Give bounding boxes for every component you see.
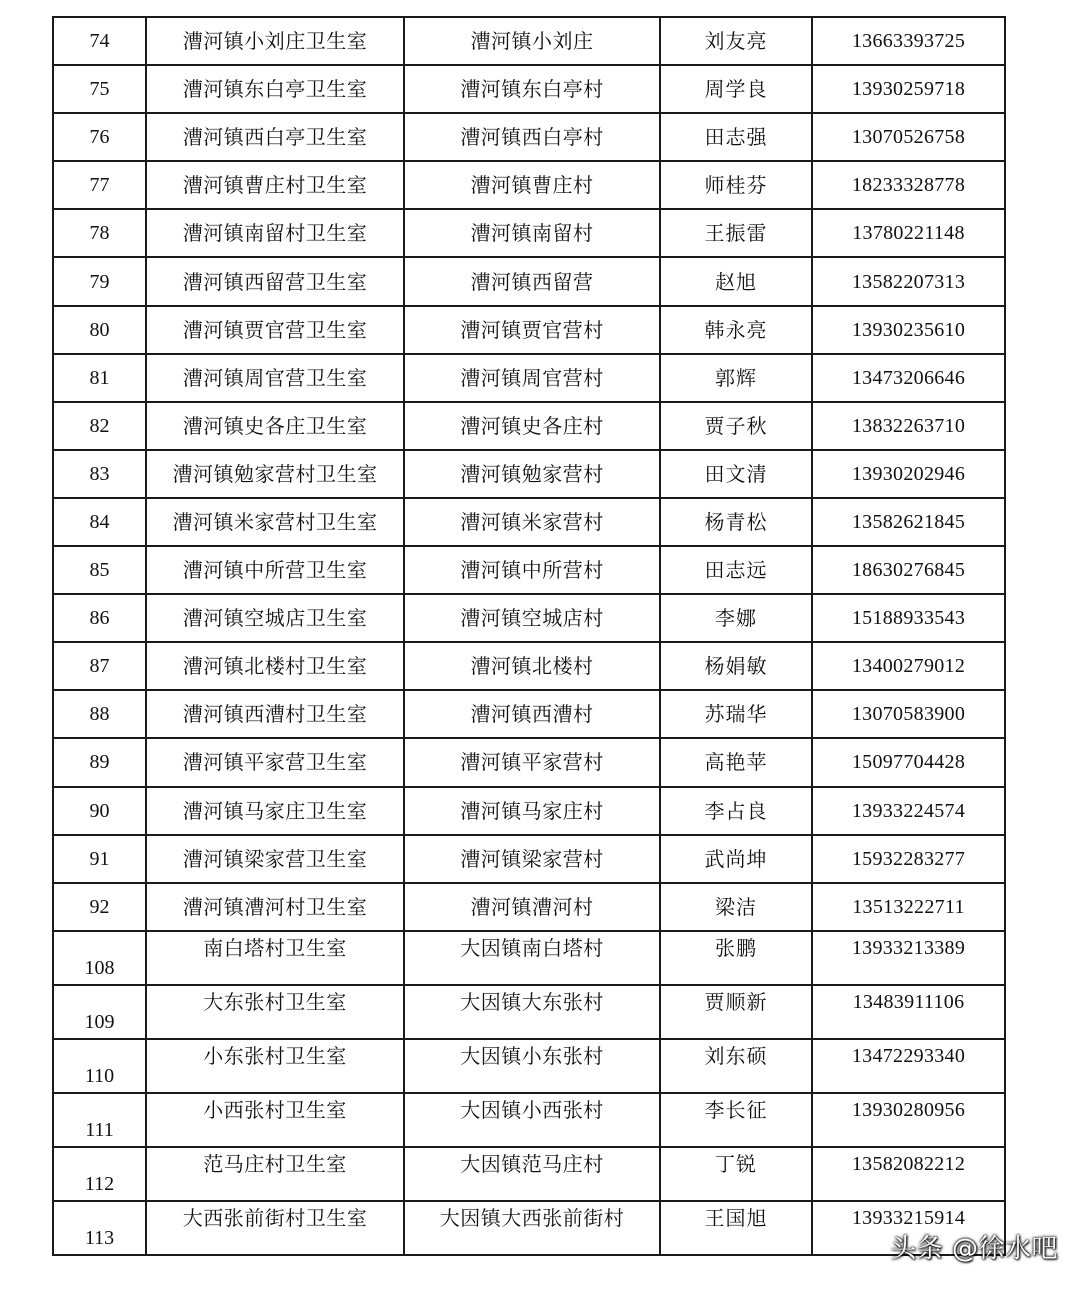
phone-number: 13930202946 (812, 450, 1005, 498)
table-body (53, 17, 1005, 1255)
doctor-name: 贾顺新 (660, 985, 812, 1039)
village-name: 大因镇小西张村 (404, 1093, 660, 1147)
village-name: 漕河镇北楼村 (404, 642, 660, 690)
table-row (53, 1147, 1005, 1201)
doctor-name: 韩永亮 (660, 306, 812, 354)
phone-number: 13473206646 (812, 354, 1005, 402)
row-number: 81 (53, 354, 146, 402)
row-number: 108 (53, 931, 146, 985)
doctor-name: 师桂芬 (660, 161, 812, 209)
village-name: 漕河镇周官营村 (404, 354, 660, 402)
phone-number: 13930235610 (812, 306, 1005, 354)
village-name: 漕河镇贾官营村 (404, 306, 660, 354)
village-name: 漕河镇西留营 (404, 257, 660, 305)
clinic-name: 漕河镇小刘庄卫生室 (146, 17, 404, 65)
table-row (53, 690, 1005, 738)
phone-number: 13582207313 (812, 257, 1005, 305)
row-number: 89 (53, 738, 146, 786)
village-name: 漕河镇梁家营村 (404, 835, 660, 883)
table-row (53, 931, 1005, 985)
row-number: 87 (53, 642, 146, 690)
doctor-name: 周学良 (660, 65, 812, 113)
doctor-name: 田志强 (660, 113, 812, 161)
doctor-name: 杨娟敏 (660, 642, 812, 690)
clinic-name: 小西张村卫生室 (146, 1093, 404, 1147)
clinic-name: 漕河镇米家营村卫生室 (146, 498, 404, 546)
doctor-name: 苏瑞华 (660, 690, 812, 738)
table-row (53, 642, 1005, 690)
table-row (53, 113, 1005, 161)
doctor-name: 武尚坤 (660, 835, 812, 883)
table-row (53, 306, 1005, 354)
doctor-name: 刘东硕 (660, 1039, 812, 1093)
table-row (53, 835, 1005, 883)
doctor-name: 李娜 (660, 594, 812, 642)
table-row (53, 65, 1005, 113)
phone-number: 13663393725 (812, 17, 1005, 65)
row-number: 79 (53, 257, 146, 305)
village-name: 漕河镇勉家营村 (404, 450, 660, 498)
clinic-name: 漕河镇周官营卫生室 (146, 354, 404, 402)
row-number: 91 (53, 835, 146, 883)
clinic-name: 漕河镇勉家营村卫生室 (146, 450, 404, 498)
clinic-name: 漕河镇西留营卫生室 (146, 257, 404, 305)
table-row (53, 402, 1005, 450)
clinic-name: 漕河镇史各庄卫生室 (146, 402, 404, 450)
phone-number: 13400279012 (812, 642, 1005, 690)
phone-number: 13472293340 (812, 1039, 1005, 1093)
village-name: 漕河镇小刘庄 (404, 17, 660, 65)
clinic-name: 漕河镇马家庄卫生室 (146, 787, 404, 835)
row-number: 80 (53, 306, 146, 354)
table-row (53, 498, 1005, 546)
clinic-name: 大东张村卫生室 (146, 985, 404, 1039)
village-name: 漕河镇中所营村 (404, 546, 660, 594)
row-number: 111 (53, 1093, 146, 1147)
village-name: 漕河镇南留村 (404, 209, 660, 257)
row-number: 74 (53, 17, 146, 65)
phone-number: 13780221148 (812, 209, 1005, 257)
clinic-name: 漕河镇西白亭卫生室 (146, 113, 404, 161)
clinic-name: 漕河镇曹庄村卫生室 (146, 161, 404, 209)
clinic-name: 漕河镇中所营卫生室 (146, 546, 404, 594)
village-name: 大因镇范马庄村 (404, 1147, 660, 1201)
clinic-name: 漕河镇贾官营卫生室 (146, 306, 404, 354)
table-row (53, 594, 1005, 642)
village-name: 大因镇大东张村 (404, 985, 660, 1039)
phone-number: 13933213389 (812, 931, 1005, 985)
table-row (53, 1039, 1005, 1093)
table-row (53, 787, 1005, 835)
watermark-logo: 头条 @徐水吧 (890, 1234, 1058, 1264)
village-name: 漕河镇东白亭村 (404, 65, 660, 113)
clinic-name: 漕河镇南留村卫生室 (146, 209, 404, 257)
table-row (53, 450, 1005, 498)
phone-number: 15097704428 (812, 738, 1005, 786)
phone-number: 13513222711 (812, 883, 1005, 931)
doctor-name: 杨青松 (660, 498, 812, 546)
row-number: 88 (53, 690, 146, 738)
village-name: 漕河镇漕河村 (404, 883, 660, 931)
doctor-name: 贾子秋 (660, 402, 812, 450)
village-name: 大因镇大西张前街村 (404, 1201, 660, 1255)
phone-number: 18233328778 (812, 161, 1005, 209)
table-row (53, 546, 1005, 594)
row-number: 112 (53, 1147, 146, 1201)
table-row (53, 1093, 1005, 1147)
row-number: 85 (53, 546, 146, 594)
table-row (53, 985, 1005, 1039)
phone-number: 18630276845 (812, 546, 1005, 594)
table-row (53, 883, 1005, 931)
phone-number: 13582621845 (812, 498, 1005, 546)
row-number: 77 (53, 161, 146, 209)
table-row (53, 17, 1005, 65)
clinic-name: 漕河镇东白亭卫生室 (146, 65, 404, 113)
row-number: 110 (53, 1039, 146, 1093)
clinic-name: 漕河镇平家营卫生室 (146, 738, 404, 786)
table-row (53, 161, 1005, 209)
clinic-name: 漕河镇空城店卫生室 (146, 594, 404, 642)
phone-number: 13933215914 (812, 1201, 1005, 1255)
clinic-name: 南白塔村卫生室 (146, 931, 404, 985)
row-number: 84 (53, 498, 146, 546)
clinic-name: 漕河镇北楼村卫生室 (146, 642, 404, 690)
row-number: 86 (53, 594, 146, 642)
clinic-name: 漕河镇梁家营卫生室 (146, 835, 404, 883)
table-row (53, 1201, 1005, 1255)
village-name: 大因镇南白塔村 (404, 931, 660, 985)
village-name: 漕河镇史各庄村 (404, 402, 660, 450)
village-name: 漕河镇西白亭村 (404, 113, 660, 161)
village-name: 漕河镇空城店村 (404, 594, 660, 642)
doctor-name: 赵旭 (660, 257, 812, 305)
village-name: 漕河镇平家营村 (404, 738, 660, 786)
clinic-name: 范马庄村卫生室 (146, 1147, 404, 1201)
row-number: 92 (53, 883, 146, 931)
village-name: 大因镇小东张村 (404, 1039, 660, 1093)
table-row (53, 257, 1005, 305)
row-number: 76 (53, 113, 146, 161)
phone-number: 15932283277 (812, 835, 1005, 883)
doctor-name: 田志远 (660, 546, 812, 594)
village-name: 漕河镇西漕村 (404, 690, 660, 738)
phone-number: 13930259718 (812, 65, 1005, 113)
phone-number: 13933224574 (812, 787, 1005, 835)
row-number: 78 (53, 209, 146, 257)
doctor-name: 张鹏 (660, 931, 812, 985)
clinic-name: 大西张前街村卫生室 (146, 1201, 404, 1255)
phone-number: 13070526758 (812, 113, 1005, 161)
row-number: 75 (53, 65, 146, 113)
phone-number: 15188933543 (812, 594, 1005, 642)
clinic-roster-table (52, 16, 1006, 1256)
clinic-name: 漕河镇漕河村卫生室 (146, 883, 404, 931)
phone-number: 13070583900 (812, 690, 1005, 738)
village-name: 漕河镇米家营村 (404, 498, 660, 546)
doctor-name: 丁锐 (660, 1147, 812, 1201)
doctor-name: 李长征 (660, 1093, 812, 1147)
row-number: 82 (53, 402, 146, 450)
phone-number: 13483911106 (812, 985, 1005, 1039)
row-number: 90 (53, 787, 146, 835)
doctor-name: 高艳苹 (660, 738, 812, 786)
row-number: 109 (53, 985, 146, 1039)
doctor-name: 梁洁 (660, 883, 812, 931)
row-number: 83 (53, 450, 146, 498)
phone-number: 13930280956 (812, 1093, 1005, 1147)
village-name: 漕河镇曹庄村 (404, 161, 660, 209)
doctor-name: 王振雷 (660, 209, 812, 257)
doctor-name: 郭辉 (660, 354, 812, 402)
doctor-name: 李占良 (660, 787, 812, 835)
village-name: 漕河镇马家庄村 (404, 787, 660, 835)
table-row (53, 738, 1005, 786)
phone-number: 13582082212 (812, 1147, 1005, 1201)
phone-number: 13832263710 (812, 402, 1005, 450)
doctor-name: 田文清 (660, 450, 812, 498)
table-row (53, 209, 1005, 257)
doctor-name: 刘友亮 (660, 17, 812, 65)
row-number: 113 (53, 1201, 146, 1255)
doctor-name: 王国旭 (660, 1201, 812, 1255)
clinic-name: 小东张村卫生室 (146, 1039, 404, 1093)
clinic-name: 漕河镇西漕村卫生室 (146, 690, 404, 738)
table-row (53, 354, 1005, 402)
